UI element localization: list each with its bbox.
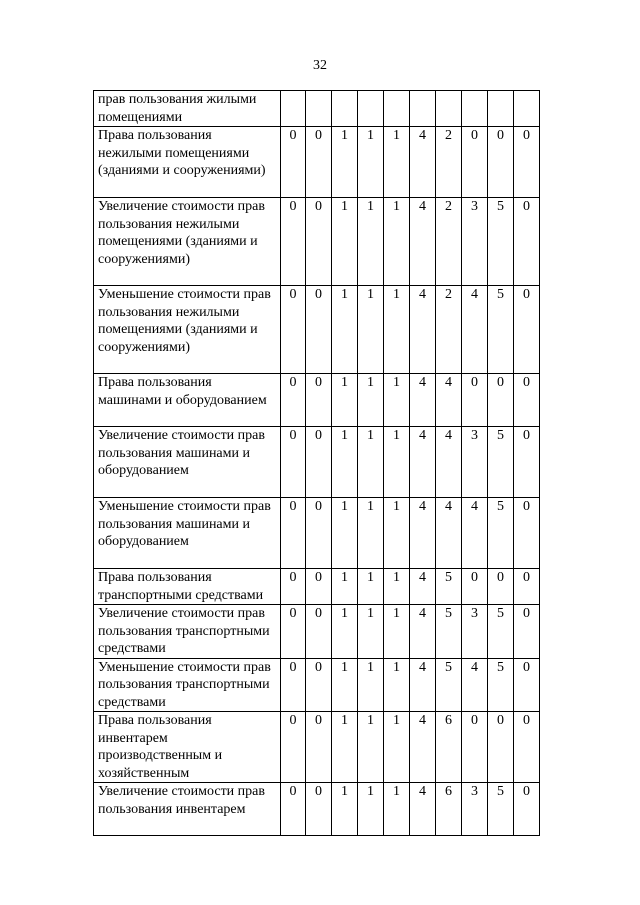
code-cell: 0 bbox=[514, 569, 540, 605]
table-row bbox=[94, 374, 540, 427]
table-row bbox=[94, 286, 540, 374]
code-cell: 5 bbox=[488, 498, 514, 569]
code-cell: 1 bbox=[358, 569, 384, 605]
code-cell: 0 bbox=[514, 783, 540, 836]
row-label: Права пользования нежилыми помещениями (зданиями и сооружениями) bbox=[94, 127, 281, 198]
code-cell: 1 bbox=[358, 127, 384, 198]
code-cell bbox=[358, 91, 384, 127]
code-cell: 5 bbox=[488, 286, 514, 374]
code-cell: 0 bbox=[514, 427, 540, 498]
code-cell: 1 bbox=[332, 569, 358, 605]
code-cell: 1 bbox=[384, 569, 410, 605]
code-cell: 1 bbox=[384, 783, 410, 836]
code-cell: 0 bbox=[281, 286, 306, 374]
code-cell: 2 bbox=[436, 127, 462, 198]
code-cell: 5 bbox=[488, 198, 514, 286]
code-cell bbox=[410, 91, 436, 127]
row-label: Увеличение стоимости прав пользования машинами и оборудованием bbox=[94, 427, 281, 498]
code-cell: 0 bbox=[306, 569, 332, 605]
code-cell: 3 bbox=[462, 605, 488, 659]
row-label: Права пользования машинами и оборудованием bbox=[94, 374, 281, 427]
row-label: прав пользования жилыми помещениями bbox=[94, 91, 281, 127]
code-cell: 0 bbox=[514, 286, 540, 374]
code-cell: 0 bbox=[462, 374, 488, 427]
code-cell: 0 bbox=[281, 374, 306, 427]
code-cell: 2 bbox=[436, 198, 462, 286]
table-row bbox=[94, 498, 540, 569]
code-cell: 0 bbox=[281, 127, 306, 198]
code-cell: 0 bbox=[514, 127, 540, 198]
code-cell: 1 bbox=[332, 198, 358, 286]
code-cell: 0 bbox=[306, 198, 332, 286]
code-cell bbox=[436, 91, 462, 127]
code-cell bbox=[332, 91, 358, 127]
code-cell: 1 bbox=[332, 605, 358, 659]
code-cell: 4 bbox=[410, 658, 436, 712]
code-cell: 1 bbox=[358, 658, 384, 712]
code-cell: 0 bbox=[514, 198, 540, 286]
code-cell: 0 bbox=[281, 427, 306, 498]
code-cell: 1 bbox=[332, 286, 358, 374]
code-cell: 0 bbox=[514, 605, 540, 659]
code-cell: 1 bbox=[332, 427, 358, 498]
code-cell: 1 bbox=[332, 783, 358, 836]
code-cell: 4 bbox=[410, 783, 436, 836]
code-cell: 1 bbox=[332, 127, 358, 198]
table-row bbox=[94, 198, 540, 286]
code-cell: 1 bbox=[358, 498, 384, 569]
code-cell: 1 bbox=[358, 605, 384, 659]
code-cell: 1 bbox=[358, 198, 384, 286]
code-cell: 4 bbox=[462, 286, 488, 374]
code-cell: 1 bbox=[332, 712, 358, 783]
code-cell: 2 bbox=[436, 286, 462, 374]
code-cell: 1 bbox=[358, 783, 384, 836]
code-cell: 0 bbox=[306, 286, 332, 374]
code-cell: 1 bbox=[358, 712, 384, 783]
row-label: Права пользования транспортными средствами bbox=[94, 569, 281, 605]
code-cell: 0 bbox=[488, 374, 514, 427]
code-cell: 4 bbox=[436, 427, 462, 498]
code-cell: 0 bbox=[281, 658, 306, 712]
code-cell: 1 bbox=[384, 427, 410, 498]
code-cell: 5 bbox=[488, 427, 514, 498]
code-cell: 3 bbox=[462, 427, 488, 498]
code-cell: 0 bbox=[514, 498, 540, 569]
code-cell: 0 bbox=[306, 783, 332, 836]
code-cell: 5 bbox=[488, 658, 514, 712]
code-cell: 1 bbox=[384, 286, 410, 374]
code-cell: 5 bbox=[488, 605, 514, 659]
code-cell: 4 bbox=[462, 498, 488, 569]
code-cell: 5 bbox=[436, 605, 462, 659]
code-cell bbox=[281, 91, 306, 127]
row-label: Уменьшение стоимости прав пользования транспортными средствами bbox=[94, 658, 281, 712]
row-label: Увеличение стоимости прав пользования транспортными средствами bbox=[94, 605, 281, 659]
code-cell: 1 bbox=[332, 498, 358, 569]
code-cell: 0 bbox=[488, 569, 514, 605]
row-label: Уменьшение стоимости прав пользования машинами и оборудованием bbox=[94, 498, 281, 569]
code-cell: 0 bbox=[306, 658, 332, 712]
code-cell: 4 bbox=[410, 198, 436, 286]
table-row bbox=[94, 605, 540, 659]
code-cell: 4 bbox=[462, 658, 488, 712]
code-cell: 3 bbox=[462, 198, 488, 286]
code-cell: 4 bbox=[410, 605, 436, 659]
code-cell: 0 bbox=[281, 569, 306, 605]
code-cell: 0 bbox=[306, 427, 332, 498]
page-number: 32 bbox=[313, 58, 327, 73]
row-label: Уменьшение стоимости прав пользования нежилыми помещениями (зданиями и сооружениями) bbox=[94, 286, 281, 374]
code-cell: 4 bbox=[410, 427, 436, 498]
code-cell: 0 bbox=[488, 712, 514, 783]
code-cell: 0 bbox=[514, 658, 540, 712]
code-cell: 0 bbox=[462, 712, 488, 783]
code-cell: 0 bbox=[281, 605, 306, 659]
code-cell: 1 bbox=[384, 712, 410, 783]
code-cell: 0 bbox=[488, 127, 514, 198]
code-cell: 3 bbox=[462, 783, 488, 836]
code-cell: 1 bbox=[384, 658, 410, 712]
code-cell: 4 bbox=[410, 286, 436, 374]
classification-table bbox=[93, 90, 540, 836]
code-cell: 1 bbox=[384, 127, 410, 198]
code-cell: 4 bbox=[410, 712, 436, 783]
code-cell: 0 bbox=[281, 783, 306, 836]
code-cell: 0 bbox=[306, 374, 332, 427]
table-row bbox=[94, 127, 540, 198]
row-label: Права пользования инвентарем производственным и хозяйственным bbox=[94, 712, 281, 783]
code-cell: 0 bbox=[462, 127, 488, 198]
code-cell: 4 bbox=[410, 374, 436, 427]
code-cell bbox=[384, 91, 410, 127]
code-cell bbox=[488, 91, 514, 127]
code-cell: 6 bbox=[436, 783, 462, 836]
code-cell: 0 bbox=[514, 712, 540, 783]
code-cell: 5 bbox=[436, 658, 462, 712]
code-cell: 0 bbox=[281, 712, 306, 783]
code-cell: 0 bbox=[281, 198, 306, 286]
table-row bbox=[94, 658, 540, 712]
code-cell: 6 bbox=[436, 712, 462, 783]
code-cell: 0 bbox=[306, 498, 332, 569]
code-cell: 0 bbox=[462, 569, 488, 605]
table-row bbox=[94, 91, 540, 127]
code-cell: 0 bbox=[281, 498, 306, 569]
code-cell: 1 bbox=[358, 427, 384, 498]
code-cell: 0 bbox=[306, 605, 332, 659]
code-cell bbox=[514, 91, 540, 127]
code-cell: 1 bbox=[332, 658, 358, 712]
table-row bbox=[94, 712, 540, 783]
row-label: Увеличение стоимости прав пользования нежилыми помещениями (зданиями и сооружениями) bbox=[94, 198, 281, 286]
table-row bbox=[94, 569, 540, 605]
code-cell: 4 bbox=[410, 498, 436, 569]
code-cell: 1 bbox=[384, 374, 410, 427]
code-cell: 0 bbox=[306, 127, 332, 198]
code-cell: 0 bbox=[306, 712, 332, 783]
code-cell: 4 bbox=[436, 374, 462, 427]
code-cell bbox=[462, 91, 488, 127]
table-body bbox=[94, 91, 540, 836]
code-cell: 4 bbox=[410, 127, 436, 198]
code-cell: 1 bbox=[384, 605, 410, 659]
code-cell: 1 bbox=[358, 286, 384, 374]
code-cell: 5 bbox=[436, 569, 462, 605]
code-cell: 4 bbox=[436, 498, 462, 569]
table-row bbox=[94, 427, 540, 498]
code-cell bbox=[306, 91, 332, 127]
row-label: Увеличение стоимости прав пользования инвентарем bbox=[94, 783, 281, 836]
code-cell: 1 bbox=[384, 198, 410, 286]
code-cell: 0 bbox=[514, 374, 540, 427]
code-cell: 1 bbox=[358, 374, 384, 427]
code-cell: 4 bbox=[410, 569, 436, 605]
code-cell: 1 bbox=[332, 374, 358, 427]
table-row bbox=[94, 783, 540, 836]
code-cell: 5 bbox=[488, 783, 514, 836]
code-cell: 1 bbox=[384, 498, 410, 569]
